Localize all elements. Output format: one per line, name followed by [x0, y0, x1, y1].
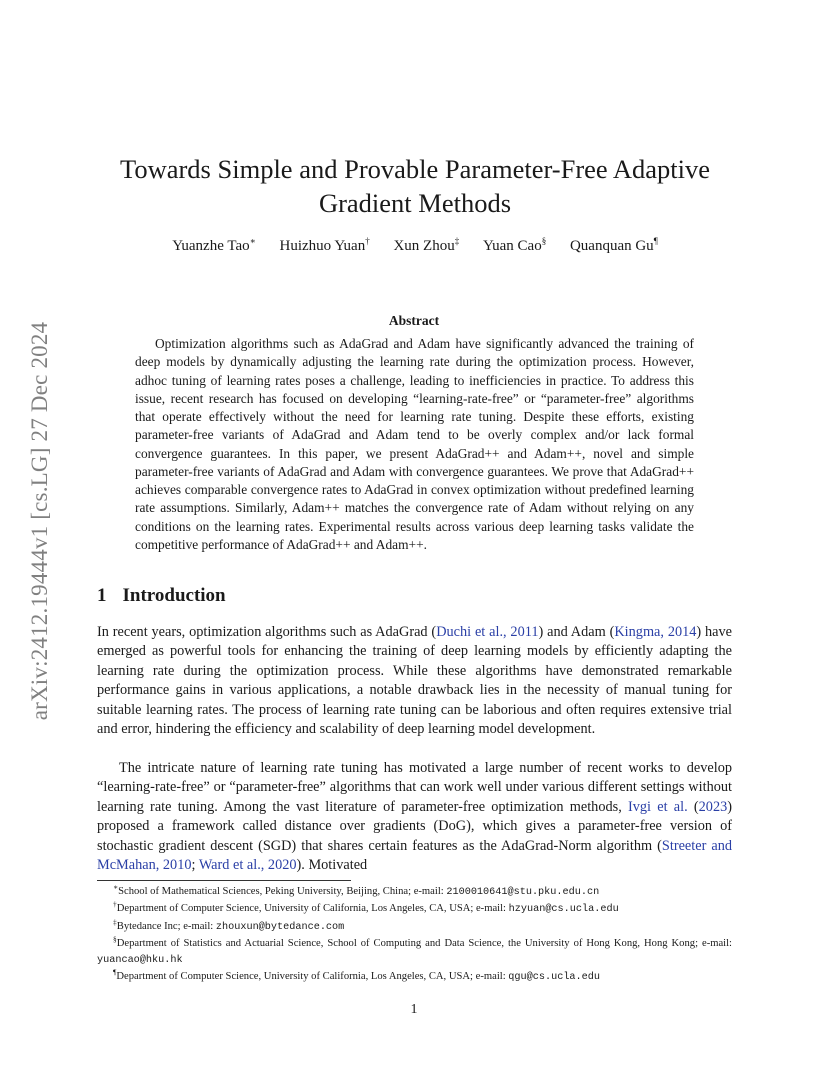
page-number: 1: [410, 1002, 418, 1017]
footnote-email[interactable]: 2100010641@stu.pku.edu.cn: [446, 887, 600, 898]
text-run: (: [687, 798, 699, 815]
citation-link[interactable]: Duchi et al., 2011: [436, 624, 539, 640]
citation-link[interactable]: Streeter and McMahan, 2010: [97, 837, 732, 874]
footnote-mark: ‡: [113, 917, 117, 927]
citation-link[interactable]: Ivgi et al.: [627, 798, 688, 815]
text-run: ) proposed a framework called distance over gradients (DoG), which gives a parameter-free version of stochastic gradient descent (SGD) that shares certain features as the AdaGrad-Norm algorithm (: [97, 798, 732, 854]
section-title: Introduction: [122, 585, 226, 606]
author-name: Quanquan Gu: [569, 238, 654, 254]
author-name: Huizhuo Yuan: [279, 238, 366, 254]
footnote-text: Department of Computer Science, University of California, Los Angeles, CA, USA; e-mail:: [116, 903, 509, 915]
author-list: [90, 238, 740, 255]
paper-title: Towards Simple and Provable Parameter-Free Adaptive Gradient Methods: [119, 154, 710, 218]
author-footnote-mark[interactable]: ‡: [454, 236, 460, 246]
intro-paragraph-1: [97, 623, 732, 739]
footnote-text: School of Mathematical Sciences, Peking University, Beijing, China; e-mail:: [118, 886, 447, 897]
arxiv-identifier-stamp: arXiv:2412.19444v1 [cs.LG] 27 Dec 2024: [27, 321, 52, 721]
author: [483, 238, 546, 254]
author: [172, 238, 256, 254]
text-run: The intricate nature of learning rate tuning has motivated a large number of recent works to develop “learning-rate-free” or “parameter-free” algorithms that can work well under various different settings without learning rate tuning. Among the vast literature of parameter-free optimization methods,: [97, 760, 732, 815]
footnote-mark: ∗: [113, 882, 119, 892]
footnote-email[interactable]: qgu@cs.ucla.edu: [508, 972, 600, 984]
text-run: ). Motivated: [296, 857, 368, 874]
abstract-body: Optimization algorithms such as AdaGrad and Adam have significantly advanced the training of deep models by dynamically adjusting the learning rate during the optimization process. However, adhoc tuning of learning rates poses a challenge, leading to inefficiencies in practice. To address this issue, recent research has focused on developing “learning-rate-free” or “parameter-free” algorithms that operate effectively without the need for learning rate tuning. Despite these efforts, existing parameter-free variants of AdaGrad and Adam tend to be overly complex and/or lack formal convergence guarantees. In this paper, we present AdaGrad++ and Adam++, novel and simple parameter-free variants of AdaGrad and Adam with convergence guarantees. We prove that AdaGrad++ achieves comparable convergence rates to AdaGrad in convex optimization without predefined learning rate assumptions. Similarly, Adam++ matches the convergence rate of Adam without relying on any conditions on the learning rates. Experimental results across various deep learning tasks validate the competitive performance of AdaGrad++ and Adam++.: [135, 336, 694, 552]
author-footnote-mark[interactable]: †: [365, 236, 370, 246]
footnote-text: Department of Statistics and Actuarial Science, School of Computing and Data Science, the University of Hong Kong, Hong Kong; e-mail:: [116, 937, 732, 949]
author: [280, 238, 370, 254]
footnote-email[interactable]: yuancao@hku.hk: [97, 955, 183, 967]
footnote-text: Department of Computer Science, University of California, Los Angeles, CA, USA; e-mail:: [116, 971, 509, 983]
footnote-mark: §: [113, 934, 117, 944]
section-heading: [97, 585, 226, 607]
author-footnote-mark[interactable]: ∗: [249, 236, 256, 246]
citation-link[interactable]: 2023: [698, 798, 728, 815]
footnote-mark: †: [113, 899, 117, 909]
footnote-divider: [97, 880, 351, 881]
author-name: Yuanzhe Tao: [172, 238, 250, 254]
author: [393, 238, 459, 254]
footnote-text: Bytedance Inc; e-mail:: [116, 920, 216, 932]
text-run: ) and Adam (: [538, 624, 615, 640]
author-name: Xun Zhou: [393, 238, 455, 254]
footnote: [97, 969, 732, 986]
footnote-email[interactable]: hzyuan@cs.ucla.edu: [508, 904, 619, 916]
footnote-email[interactable]: zhouxun@bytedance.com: [215, 921, 345, 933]
text-run: ;: [191, 857, 199, 874]
footnote: [97, 919, 732, 936]
footnote-mark: ¶: [113, 967, 117, 977]
intro-paragraph-2: [97, 759, 732, 875]
text-run: ) have emerged as powerful tools for enhancing the training of deep learning models by efficiently adapting the learning rate during the optimization process. While these algorithms have demonstrated remarkable performance gains in various applications, a notable drawback lies in the necessity of manual tuning for suitable learning rates. The process of learning rate tuning can be laborious and often requires extensive trial and error, hindering the efficiency and scalability of deep learning model development.: [97, 624, 733, 738]
footnote: [97, 901, 732, 918]
footnotes: [97, 884, 732, 987]
citation-link[interactable]: Ward et al., 2020: [198, 857, 297, 874]
citation-link[interactable]: Kingma, 2014: [614, 624, 697, 640]
footnote: [97, 936, 732, 970]
abstract-heading: Abstract: [388, 313, 440, 328]
footnote: [97, 884, 732, 901]
author: [570, 238, 658, 254]
section-number: 1: [97, 585, 107, 606]
author-footnote-mark[interactable]: §: [541, 236, 547, 246]
text-run: In recent years, optimization algorithms such as AdaGrad (: [97, 624, 437, 640]
author-footnote-mark[interactable]: ¶: [653, 236, 658, 246]
author-name: Yuan Cao: [482, 238, 542, 254]
